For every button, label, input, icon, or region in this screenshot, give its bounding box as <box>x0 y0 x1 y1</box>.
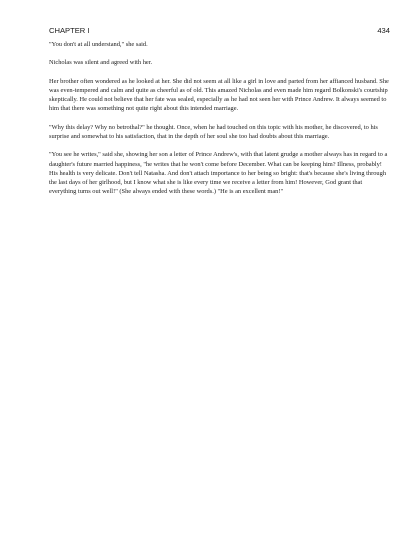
body-text <box>49 40 391 206</box>
paragraph-4: "Why this delay? Why no betrothal?" he thought. Once, when he had touched on this topic with his mother, he discovered, to his surprise and somewhat to his satisfaction, that in the depth of her soul she too had doubts about this marriage. <box>49 123 378 140</box>
paragraph-1: "You don't at all understand," she said. <box>49 41 148 48</box>
paragraph-2: Nicholas was silent and agreed with her. <box>49 59 153 67</box>
page-number: 434 <box>377 26 390 35</box>
running-header <box>49 26 390 38</box>
paragraph-3: Her brother often wondered as he looked at her. She did not seem at all like a girl in love and parted from her affianced husband. She was even-tempered and calm and quite as cheerful as of old. This amazed Nicholas and even made him regard Bolkonski's courtship skeptically. He could not believe that her fate was sealed, especially as he had not seen her with Prince Andrew. It always seemed to him that there was something not quite right about this intended marriage. <box>49 77 389 113</box>
paragraph-5: "You see he writes," said she, showing her son a letter of Prince Andrew's, with that latent grudge a mother always has in regard to a daughter's future married happiness, "he writes that he won't come before December. What can be keeping him? Illness, probably! His health is very delicate. Don't tell Natasha. And don't attach importance to her being so bright: that's because she's living through the last days of her girlhood, but I know what she is like every time we receive a letter from him! However, God grant that everything turns out well!" (She always ended with these words.) "He is an excellent man!" <box>49 151 388 196</box>
chapter-heading: CHAPTER I <box>49 26 90 35</box>
